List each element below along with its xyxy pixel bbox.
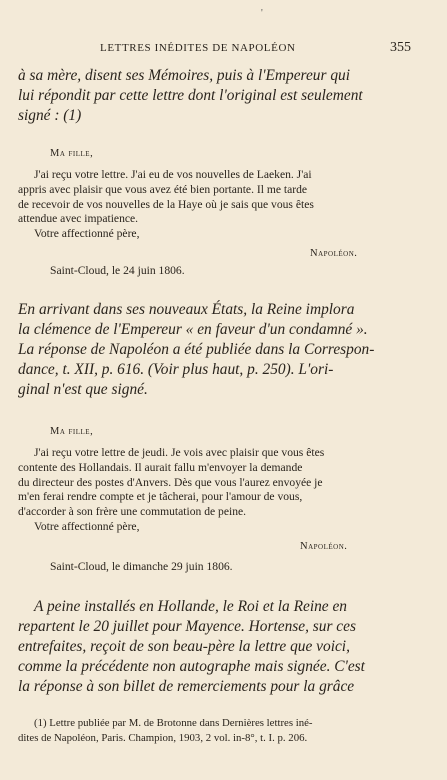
letter-dateline: Saint-Cloud, le 24 juin 1806. <box>50 264 185 277</box>
letter-closing: Votre affectionné père, <box>34 227 140 241</box>
middle-line: En arrivant dans ses nouveaux États, la Reine implora <box>18 301 355 318</box>
middle-line: La réponse de Napoléon a été publiée dans la Correspon- <box>18 341 375 358</box>
letter-closing: Votre affectionné père, <box>34 519 140 533</box>
intro-paragraph <box>18 66 418 126</box>
final-line: la réponse à son billet de remerciements pour la grâce <box>18 678 355 695</box>
middle-line: la clémence de l'Empereur « en faveur d'un condamné ». <box>18 321 368 338</box>
footnote-line: (1) Lettre publiée par M. de Brotonne dans Dernières lettres iné- <box>34 717 313 729</box>
letter-line: d'accorder à son frère une commutation de peine. <box>18 505 247 519</box>
letter-1 <box>50 148 410 159</box>
final-line: comme la précédente non autographe mais signée. C'est <box>18 658 365 675</box>
letter-line: attendue avec impatience. <box>18 212 139 226</box>
letter-line: J'ai reçu votre lettre de jeudi. Je vois avec plaisir que vous êtes <box>34 446 325 459</box>
letter-2-body <box>18 446 418 535</box>
running-title: LETTRES INÉDITES DE NAPOLÉON <box>100 42 296 54</box>
letter-salutation: Ma fille, <box>50 426 94 437</box>
letter-signature: Napoléon. <box>310 248 358 259</box>
final-line: A peine installés en Hollande, le Roi et la Reine en <box>34 598 348 615</box>
final-line: repartent le 20 juillet pour Mayence. Hortense, sur ces <box>18 618 356 635</box>
letter-line: de recevoir de vos nouvelles de la Haye où je sais que vous êtes <box>18 197 314 211</box>
final-paragraph <box>18 597 418 697</box>
intro-line: à sa mère, disent ses Mémoires, puis à l'Empereur qui <box>18 67 351 84</box>
middle-line: dance, t. XII, p. 616. (Voir plus haut, p. 250). L'ori- <box>18 361 334 378</box>
page-number: 355 <box>390 40 411 55</box>
letter-line: du directeur des postes d'Anvers. Dès que vous l'aurez envoyée je <box>18 475 323 489</box>
middle-line: ginal n'est que signé. <box>18 381 148 398</box>
letter-line: contente des Hollandais. Il aurait fallu m'envoyer la demande <box>18 460 303 474</box>
footnote-line: dites de Napoléon, Paris. Champion, 1903, 2 vol. in-8°, t. I. p. 206. <box>18 731 308 744</box>
letter-line: m'en ferai rendre compte et je tâcherai, pour l'amour de vous, <box>18 490 303 504</box>
letter-salutation: Ma fille, <box>50 148 94 159</box>
middle-paragraph <box>18 300 418 400</box>
letter-line: J'ai reçu votre lettre. J'ai eu de vos nouvelles de Laeken. J'ai <box>34 168 312 181</box>
letter-2 <box>50 426 410 437</box>
letter-line: appris avec plaisir que vous avez été bien portante. Il me tarde <box>18 182 308 196</box>
intro-line: signé : (1) <box>18 107 82 124</box>
intro-line: lui répondit par cette lettre dont l'original est seulement <box>18 87 363 104</box>
letter-signature: Napoléon. <box>300 541 348 552</box>
top-mark: ' <box>261 8 263 19</box>
letter-1-body <box>18 168 418 242</box>
final-line: entrefaites, reçoit de son beau-père la lettre que voici, <box>18 638 350 655</box>
letter-dateline: Saint-Cloud, le dimanche 29 juin 1806. <box>50 560 233 573</box>
footnote <box>18 716 418 745</box>
